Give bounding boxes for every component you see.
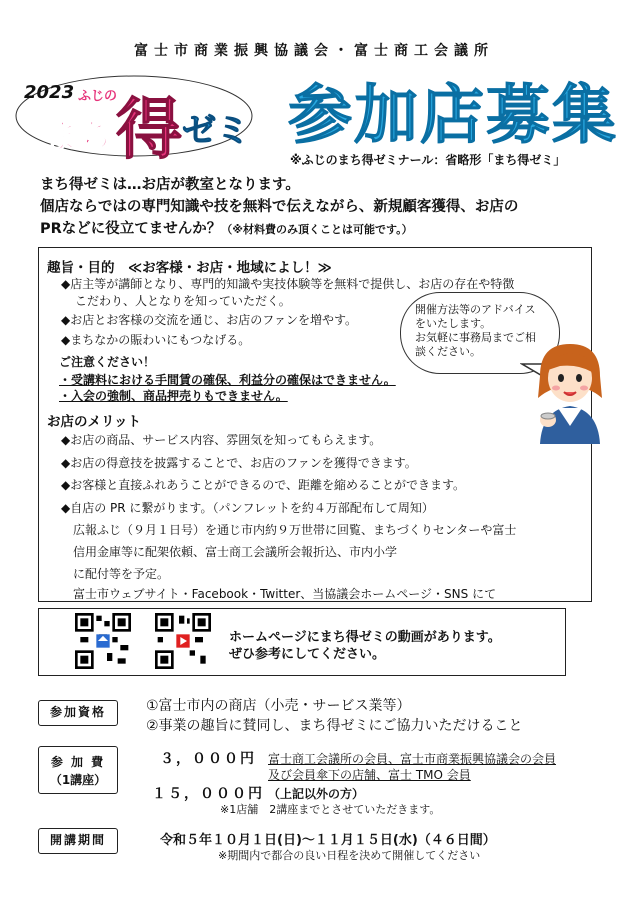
fee-label-line-2: （1講座） [49, 773, 107, 787]
other-desc: （上記以外の方） [268, 787, 365, 801]
purpose-item: ◆店主等が講師となり、専門的知識や実技体験等を無料で提供し、お店の存在や特徴 [61, 277, 515, 291]
purpose-item: ◆お店とお客様の交流を通じ、お店のファンを増やす。 [61, 313, 358, 327]
merit-item: ◆自店の PR に繋がります。（パンフレットを約４万部配布して周知） [61, 501, 434, 515]
purpose-item: ◆まちなかの賑わいにもつなげる。 [61, 333, 251, 347]
merit-sub-line: 信用金庫等に配架依頼、富士商工会議所会報折込、市内小学 [73, 545, 398, 559]
intro-material-note: （※材料費のみ頂くことは可能です。） [221, 223, 413, 236]
intro [40, 174, 600, 241]
period-label: 開講期間 [38, 828, 118, 854]
bubble-line: 談ください。 [415, 345, 481, 358]
period-value: 令和５年１０月１日(日)～１１月１５日(水)（４６日間） [160, 833, 496, 848]
abbreviation-note: ※ふじのまち得ゼミナール：省略形「まち得ゼミ」 [290, 153, 566, 167]
organizer-line: 富士市商業振興協議会・富士商工会議所 [134, 43, 494, 59]
video-qr-icon[interactable] [155, 613, 211, 669]
qr-message-line-1: ホームページにまち得ゼミの動画があります。 [229, 630, 501, 645]
eligibility-item: ①富士市内の商店（小売・サービス業等） [146, 698, 411, 714]
merit-sub-line: に配付等を予定。 [73, 567, 170, 581]
member-desc: 及び会員傘下の店舗、富士 TMO 会員 [268, 768, 471, 782]
logo-year: 2023 [24, 82, 75, 103]
bubble-line: 開催方法等のアドバイス [415, 303, 536, 316]
eligibility-item: ②事業の趣旨に賛同し、まち得ゼミにご協力いただけること [146, 718, 523, 734]
bubble-line: をいたします。 [415, 317, 492, 330]
purpose-heading: 趣旨・目的 ≪お客様・お店・地域によし！≫ [47, 260, 332, 276]
merit-item: ◆お客様と直接ふれあうことができるので、距離を縮めることができます。 [61, 478, 466, 492]
merit-item: ◆お店の商品、サービス内容、雰囲気を知ってもらえます。 [61, 433, 382, 447]
merit-sub-line: 広報ふじ（９月１日号）を通じ市内約９万世帯に回覧、まちづくりセンターや富士 [73, 523, 517, 537]
member-desc: 富士商工会議所の会員、富士市商業振興協議会の会員 [268, 752, 557, 766]
caution-heading: ご注意ください！ [59, 355, 156, 369]
logo-zemi: ゼミ [182, 111, 250, 151]
logo-machi: まち [44, 117, 112, 157]
intro-line-2: 個店ならではの専門知識や技を無料で伝えながら、新規顧客獲得、お店の [40, 199, 519, 215]
staff-woman-icon [530, 336, 610, 446]
member-price: ３，０００円 [160, 751, 256, 767]
other-price: １５，０００円 [152, 786, 264, 802]
intro-line-1: まち得ゼミは…お店が教室となります。 [40, 177, 300, 193]
logo-toku: 得 [116, 91, 182, 162]
eligibility-label: 参加資格 [38, 700, 118, 726]
merit-heading: お店のメリット [47, 414, 141, 430]
qr-message-line-2: ぜひ参考にしてください。 [229, 647, 386, 662]
period-note: ※期間内で都合の良い日程を決めて開催してください [218, 849, 481, 862]
fee-label-line-1: 参 加 費 [50, 755, 106, 769]
merit-sub-line: 富士市ウェブサイト・Facebook・Twitter、当協議会ホームページ・SNS にて [73, 587, 497, 601]
qr-message [229, 629, 501, 663]
qr-box [38, 608, 566, 676]
logo-graphic [14, 66, 276, 162]
headline: 参加店募集 [288, 79, 618, 153]
purpose-item: こだわり、人となりを知っていただく。 [75, 294, 291, 308]
merit-item: ◆お店の得意技を披露することで、お店のファンを獲得できます。 [61, 456, 417, 470]
homepage-qr-icon[interactable] [75, 613, 131, 669]
logo [14, 66, 276, 162]
fee-note: ※1店舗 2講座までとさせていただきます。 [220, 803, 441, 816]
intro-line-3: PRなどに役立てませんか？ [40, 221, 222, 237]
fee-label [38, 746, 118, 794]
logo-fuji: ふじの [78, 89, 118, 104]
caution-item: ・受講料における手間賃の確保、利益分の確保はできません。 [59, 373, 396, 387]
caution-item: ・入会の強制、商品押売りもできません。 [59, 389, 288, 403]
bubble-line: お気軽に事務局までご相 [415, 331, 536, 344]
